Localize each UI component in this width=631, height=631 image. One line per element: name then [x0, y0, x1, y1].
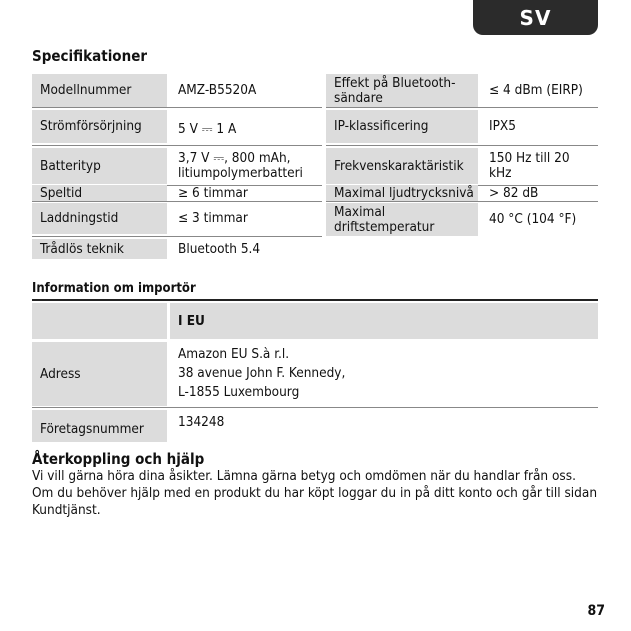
spec-value-wireless: Bluetooth 5.4	[178, 240, 261, 257]
spec-value-temp: 40 °C (104 °F)	[489, 211, 577, 227]
spec-label-frequency: Frekvenskaraktäristik	[326, 148, 478, 184]
spec-label-spl: Maximal ljudtrycksnivå	[326, 185, 478, 201]
spec-value-charging: ≤ 3 timmar	[178, 210, 248, 226]
spec-label-model: Modellnummer	[32, 74, 167, 107]
address-line: 38 avenue John F. Kennedy,	[178, 365, 346, 381]
importer-region-header: I EU	[170, 303, 598, 339]
importer-heading: Information om importör	[32, 281, 196, 296]
spec-value-power: 5 V ⎓ 1 A	[178, 121, 237, 137]
spec-label-wireless: Trådlös teknik	[32, 239, 167, 259]
importer-address	[178, 345, 345, 402]
spec-label-battery: Batterityp	[32, 148, 167, 184]
importer-company-label: Företagsnummer	[32, 410, 167, 442]
page-number: 87	[587, 603, 605, 619]
spec-value-model: AMZ-B5520A	[178, 82, 257, 98]
spec-label-charging: Laddningstid	[32, 203, 167, 234]
spec-label-bt-power: Effekt på Bluetooth-sändare	[326, 74, 478, 107]
specifications-heading: Specifikationer	[32, 47, 148, 65]
importer-address-label: Adress	[32, 342, 167, 406]
spec-label-temp: Maximal driftstemperatur	[326, 203, 478, 236]
feedback-heading: Återkoppling och hjälp	[32, 450, 205, 468]
spec-value-battery: 3,7 V ⎓, 800 mAh, litiumpolymerbatteri	[178, 150, 303, 181]
spec-value-spl: > 82 dB	[489, 184, 539, 201]
language-tab: SV	[473, 0, 598, 35]
address-line: L-1855 Luxembourg	[178, 384, 300, 400]
importer-company-value: 134248	[178, 414, 225, 430]
address-line: Amazon EU S.à r.l.	[178, 346, 290, 362]
spec-value-frequency: 150 Hz till 20 kHz	[489, 150, 570, 181]
spec-label-power: Strömförsörjning	[32, 110, 167, 143]
feedback-text	[32, 468, 612, 519]
spec-label-ip: IP-klassificering	[326, 110, 478, 143]
spec-value-playtime: ≥ 6 timmar	[178, 184, 248, 201]
feedback-line: Kundtjänst.	[32, 502, 101, 518]
feedback-line: Vi vill gärna höra dina åsikter. Lämna gärna betyg och omdömen när du handlar från oss.	[32, 468, 576, 484]
spec-value-bt-power: ≤ 4 dBm (EIRP)	[489, 82, 583, 98]
spec-label-playtime: Speltid	[32, 185, 167, 201]
spec-value-ip: IPX5	[489, 118, 516, 134]
feedback-line: Om du behöver hjälp med en produkt du har köpt loggar du in på ditt konto och går till sidan	[32, 485, 598, 501]
